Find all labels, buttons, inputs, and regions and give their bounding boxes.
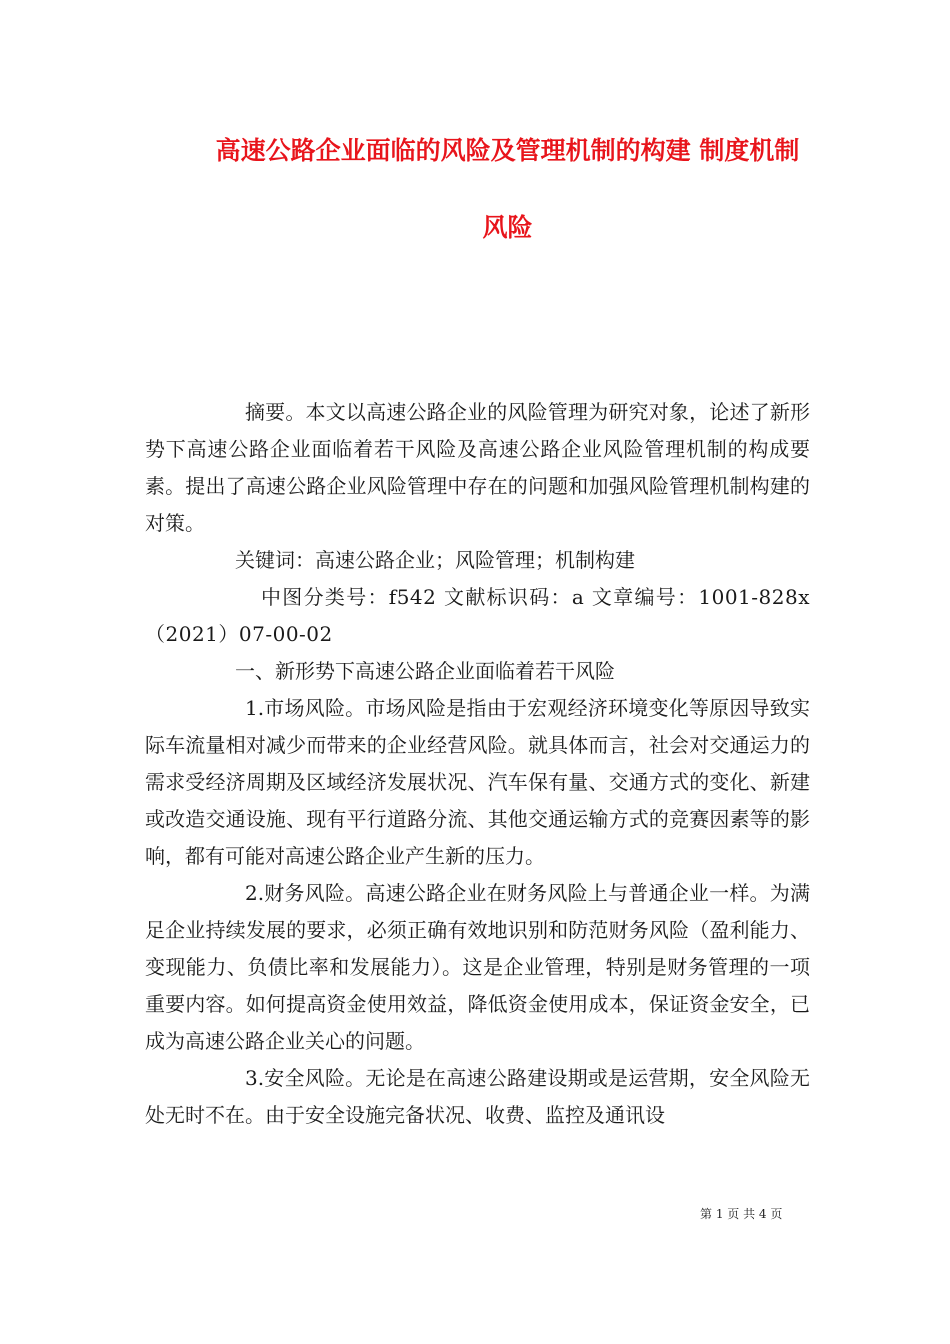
document-title-line-2: 风险 xyxy=(482,213,533,242)
document-title-line-1: 高速公路企业面临的风险及管理机制的构建 制度机制 xyxy=(215,136,800,165)
document-body xyxy=(145,394,810,1134)
keywords-line: 关键词：高速公路企业；风险管理；机制构建 xyxy=(235,548,635,572)
safety-risk-paragraph: 3.安全风险。无论是在高速公路建设期或是运营期，安全风险无处无时不在。由于安全设施完备状况、收费、监控及通讯设 xyxy=(145,1066,810,1127)
section-heading: 一、新形势下高速公路企业面临着若干风险 xyxy=(235,659,615,683)
page-number-footer: 第 1 页 共 4 页 xyxy=(700,1207,783,1221)
market-risk-paragraph: 1.市场风险。市场风险是指由于宏观经济环境变化等原因导致实际车流量相对减少而带来的企业经营风险。就具体而言，社会对交通运力的需求受经济周期及区域经济发展状况、汽车保有量、交通方式的变化、新建或改造交通设施、现有平行道路分流、其他交通运输方式的竞赛因素等的影响，都有可能对高速公路企业产生新的压力。 xyxy=(145,696,810,868)
classification-line: 中图分类号：f542 文献标识码：a 文章编号：1001-828x（2021）07-00-02 xyxy=(145,585,810,646)
abstract-paragraph: 摘要。本文以高速公路企业的风险管理为研究对象，论述了新形势下高速公路企业面临着若干风险及高速公路企业风险管理机制的构成要素。提出了高速公路企业风险管理中存在的问题和加强风险管理机制构建的对策。 xyxy=(145,400,810,535)
finance-risk-paragraph: 2.财务风险。高速公路企业在财务风险上与普通企业一样。为满足企业持续发展的要求，必须正确有效地识别和防范财务风险（盈利能力、变现能力、负债比率和发展能力）。这是企业管理，特别是财务管理的一项重要内容。如何提高资金使用效益，降低资金使用成本，保证资金安全，已成为高速公路企业关心的问题。 xyxy=(145,881,810,1053)
